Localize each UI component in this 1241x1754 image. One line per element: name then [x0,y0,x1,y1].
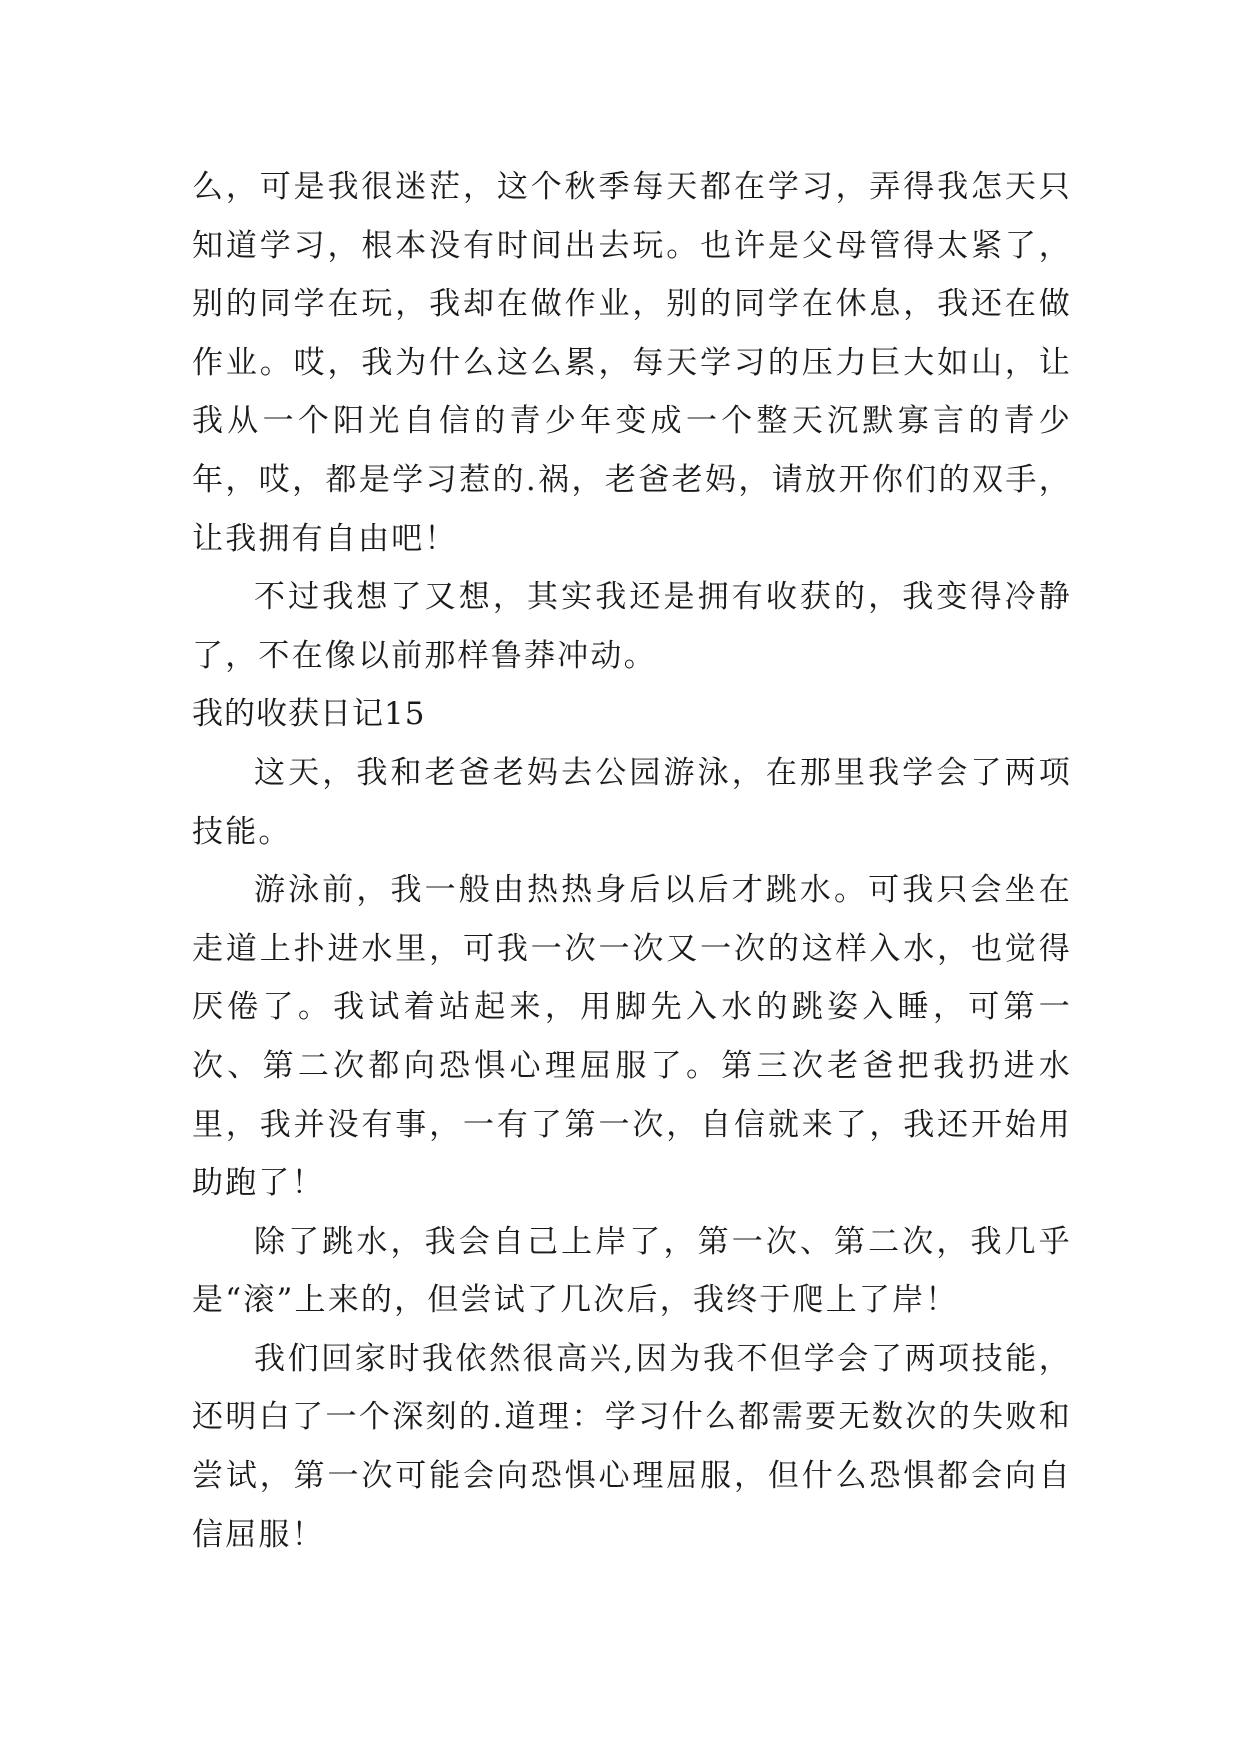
section-title: 我的收获日记15 [192,696,426,733]
paragraph-3: 这天，我和老爸老妈去公园游泳，在那里我学会了两项技能。 [192,754,1072,850]
paragraph-4: 游泳前，我一般由热热身后以后才跳水。可我只会坐在走道上扑进水里，可我一次一次又一次的这样入水，也觉得厌倦了。我试着站起来，用脚先入水的跳姿入睡，可第一次、第二次都向恐惧心理屈服了。第三次老爸把我扔进水里，我并没有事，一有了第一次，自信就来了，我还开始用助跑了！ [192,872,1072,1202]
document-body [192,158,1072,1564]
paragraph-6: 我们回家时我依然很高兴,因为我不但学会了两项技能，还明白了一个深刻的.道理：学习什么都需要无数次的失败和尝试，第一次可能会向恐惧心理屈服，但什么恐惧都会向自信屈服！ [192,1340,1072,1553]
paragraph-1: 么，可是我很迷茫，这个秋季每天都在学习，弄得我怎天只知道学习，根本没有时间出去玩。也许是父母管得太紧了，别的同学在玩，我却在做作业，别的同学在休息，我还在做作业。哎，我为什么这么累，每天学习的压力巨大如山，让我从一个阳光自信的青少年变成一个整天沉默寡言的青少年，哎，都是学习惹的.祸，老爸老妈，请放开你们的双手，让我拥有自由吧！ [192,169,1072,557]
paragraph-2: 不过我想了又想，其实我还是拥有收获的，我变得冷静了，不在像以前那样鲁莽冲动。 [192,579,1072,674]
paragraph-5: 除了跳水，我会自己上岸了，第一次、第二次，我几乎是“滚”上来的，但尝试了几次后，我终于爬上了岸！ [192,1223,1072,1319]
